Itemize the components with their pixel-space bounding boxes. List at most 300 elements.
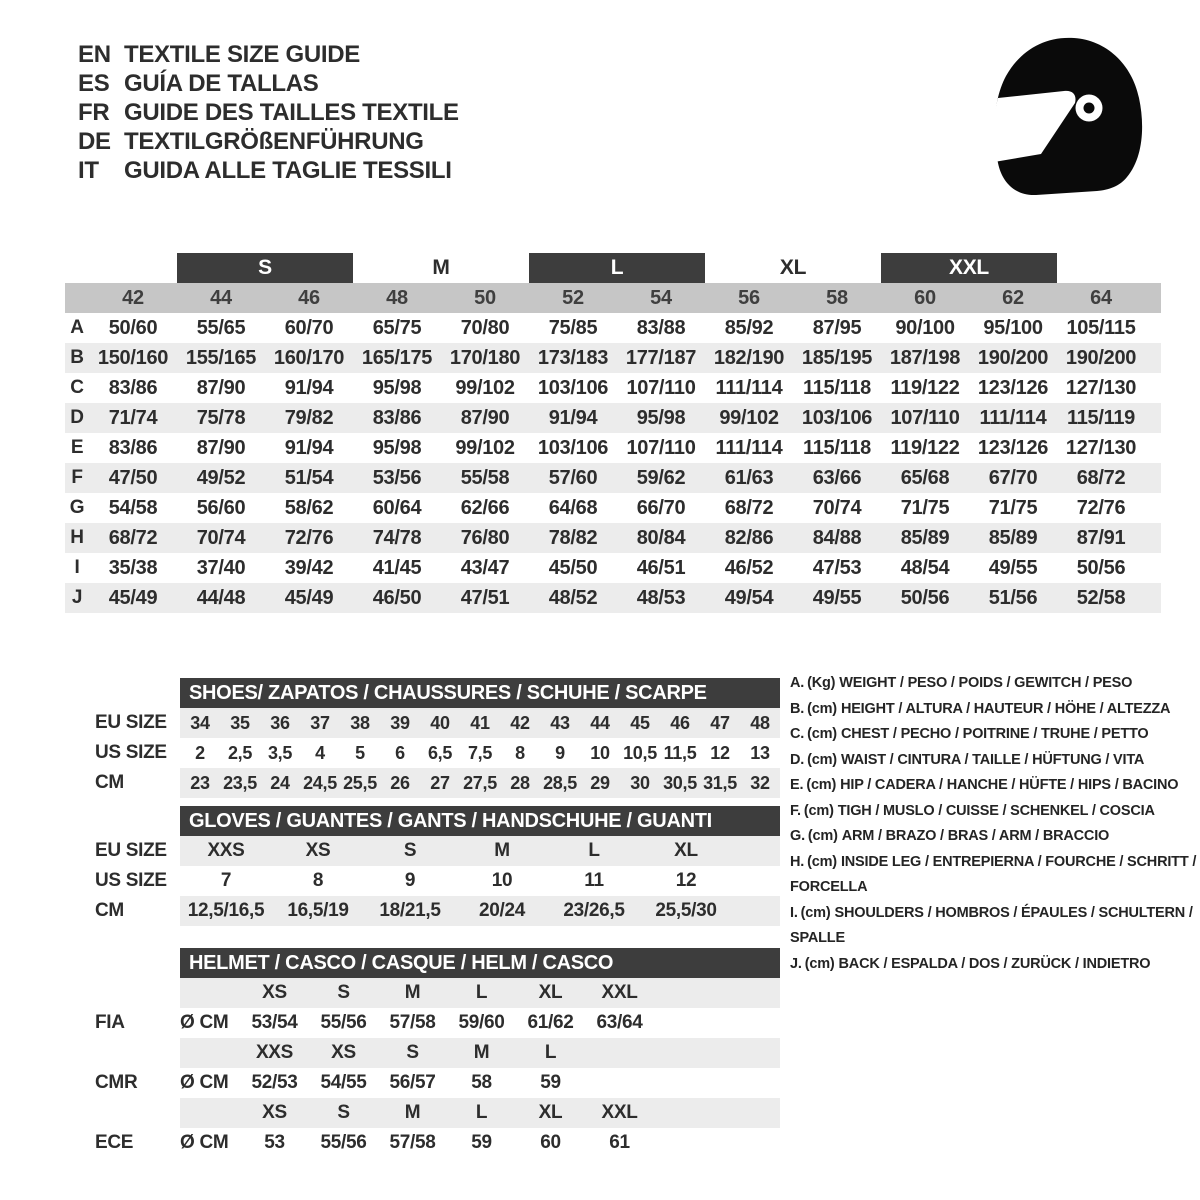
helmet-size-value: 54/55 [320, 1072, 367, 1093]
measurement-row-label: I [74, 557, 80, 578]
measurement-value: 48/54 [900, 556, 950, 579]
measurement-value: 85/89 [988, 526, 1038, 549]
gloves-size-value: 10 [491, 870, 513, 891]
measurement-value: 190/200 [977, 346, 1049, 369]
helmet-standard-section [95, 1038, 780, 1098]
spacer [95, 1098, 180, 1128]
gloves-table-header [95, 806, 780, 836]
helmet-sizes [180, 1038, 780, 1068]
gloves-size-value: 8 [312, 870, 324, 891]
measurement-value: 111/114 [715, 436, 783, 459]
measurement-value: 103/106 [537, 436, 609, 459]
shoes-size-value: 37 [310, 712, 330, 733]
shoes-table-header [95, 678, 780, 708]
legend-text: WAIST / CINTURA / TAILLE / HÜFTUNG / VITA [840, 751, 1145, 768]
language-code: EN [78, 40, 111, 68]
spacer [95, 806, 180, 836]
shoes-row [95, 708, 780, 738]
shoes-row-label: US SIZE [95, 742, 167, 763]
legend-unit: (cm) [807, 853, 837, 870]
measurement-value: 53/56 [372, 466, 422, 489]
legend-text: CHEST / PECHO / POITRINE / TRUHE / PETTO [840, 726, 1149, 742]
racing-helmet-icon [978, 28, 1156, 206]
measurement-row-label: A [70, 317, 84, 338]
gloves-size-value: 9 [404, 870, 416, 891]
legend-text: WEIGHT / PESO / POIDS / GEWITCH / PESO [839, 675, 1133, 691]
measurement-value: 187/198 [889, 346, 961, 369]
measurement-legend [790, 671, 1200, 977]
legend-key: J. [790, 955, 802, 972]
measurement-value: 160/170 [273, 346, 345, 369]
legend-unit: (cm) [806, 777, 837, 793]
spacer [95, 948, 180, 978]
measurement-rows [65, 313, 1161, 613]
measurement-value: 123/126 [977, 376, 1049, 399]
legend-text: TIGH / MUSLO / CUISSE / SCHENKEL / COSCIA [837, 802, 1155, 819]
helmet-size-label: M [473, 1042, 490, 1063]
measurement-row [65, 583, 1161, 613]
measurement-value: 39/42 [284, 556, 334, 579]
measurement-value: 60/70 [284, 316, 334, 339]
shoes-rows [95, 708, 780, 798]
measurement-row-label: B [70, 347, 84, 368]
shoes-row-values [180, 708, 780, 738]
measurement-value: 70/80 [460, 316, 510, 339]
measurement-row-label: J [71, 587, 83, 608]
shoes-row [95, 768, 780, 798]
shoes-size-value: 45 [630, 712, 650, 733]
legend-item [790, 671, 1200, 697]
measurement-value: 99/102 [719, 406, 779, 429]
helmet-values [180, 1128, 780, 1158]
measurement-value: 44/48 [196, 586, 246, 609]
measurement-value: 170/180 [449, 346, 521, 369]
helmet-size-label: M [404, 1102, 421, 1123]
shoes-size-value: 6,5 [427, 742, 453, 763]
shoes-size-value: 36 [270, 712, 290, 733]
measurement-value: 75/78 [196, 406, 246, 429]
shoes-size-value: 2 [195, 742, 205, 763]
shoes-size-value: 7,5 [467, 742, 493, 763]
measurement-value: 68/72 [108, 526, 158, 549]
measurement-value: 107/110 [626, 436, 696, 459]
measurement-row-label: C [70, 377, 84, 398]
measurement-value: 115/118 [803, 376, 871, 399]
measurement-value: 46/52 [724, 556, 774, 579]
legend-key: E. [790, 777, 804, 793]
legend-text: HIP / CADERA / HANCHE / HÜFTE / HIPS / BACINO [840, 777, 1179, 793]
guide-title: GUIDE DES TAILLES TEXTILE [124, 98, 459, 126]
legend-unit: (Kg) [807, 675, 836, 691]
language-row [78, 127, 459, 156]
language-row [78, 40, 459, 69]
legend-key: G. [790, 828, 805, 844]
helmet-size-value: 59 [471, 1132, 492, 1153]
measurement-value: 87/95 [812, 316, 862, 339]
measurement-value: 74/78 [372, 526, 422, 549]
legend-item [790, 748, 1200, 774]
helmet-table-header [95, 948, 780, 978]
legend-key: D. [790, 751, 805, 768]
measurement-value: 70/74 [812, 496, 862, 519]
gloves-row [95, 836, 780, 866]
size-number: 62 [1002, 286, 1024, 309]
measurement-value: 51/54 [284, 466, 334, 489]
measurement-value: 41/45 [372, 556, 422, 579]
helmet-size-value: 60 [540, 1132, 561, 1153]
measurement-value: 87/91 [1076, 526, 1126, 549]
measurement-value: 182/190 [713, 346, 785, 369]
legend-unit: (cm) [803, 802, 834, 819]
helmet-standard-label: CMR [95, 1072, 138, 1093]
legend-unit: (cm) [800, 904, 831, 921]
measurement-value: 127/130 [1065, 436, 1137, 459]
measurement-value: 49/52 [196, 466, 246, 489]
measurement-value: 84/88 [812, 526, 862, 549]
measurement-value: 61/63 [724, 466, 774, 489]
shoes-size-value: 28,5 [543, 772, 577, 793]
shoes-size-value: 2,5 [227, 742, 253, 763]
helmet-size-label: L [475, 982, 488, 1003]
apparel-size-table [65, 253, 1161, 613]
measurement-value: 190/200 [1065, 346, 1137, 369]
shoes-size-value: 42 [510, 712, 530, 733]
measurement-row [65, 313, 1161, 343]
measurement-value: 111/114 [715, 376, 783, 399]
helmet-size-value: 55/56 [320, 1012, 367, 1033]
shoes-row [95, 738, 780, 768]
measurement-value: 47/53 [812, 556, 862, 579]
measurement-value: 99/102 [455, 436, 515, 459]
measurement-value: 46/50 [372, 586, 422, 609]
helmet-size-label: XL [538, 1102, 563, 1123]
measurement-value: 95/98 [372, 436, 422, 459]
legend-item [790, 901, 1200, 952]
helmet-standard-label: ECE [95, 1132, 134, 1153]
measurement-value: 87/90 [196, 376, 246, 399]
measurement-value: 76/80 [460, 526, 510, 549]
helmet-values [180, 1068, 780, 1098]
measurement-value: 45/50 [548, 556, 598, 579]
measurement-value: 63/66 [812, 466, 862, 489]
measurement-value: 95/100 [983, 316, 1043, 339]
measurement-value: 51/56 [988, 586, 1038, 609]
measurement-value: 62/66 [460, 496, 510, 519]
legend-item [790, 824, 1200, 850]
shoes-size-value: 31,5 [703, 772, 737, 793]
shoes-size-value: 12 [710, 742, 730, 763]
measurement-row-label: D [70, 407, 84, 428]
helmet-size-value: 56/57 [389, 1072, 436, 1093]
measurement-value: 56/60 [196, 496, 246, 519]
measurement-row-values [89, 467, 1145, 490]
helmet-sections [95, 978, 780, 1158]
shoes-size-value: 25,5 [343, 772, 377, 793]
gloves-size-value: XXS [207, 840, 245, 861]
shoes-size-value: 10 [590, 742, 610, 763]
measurement-value: 115/118 [803, 436, 871, 459]
size-number: 42 [122, 286, 144, 309]
shoes-size-value: 34 [190, 712, 210, 733]
measurement-value: 119/122 [890, 436, 960, 459]
gloves-size-value: XL [674, 840, 698, 861]
measurement-value: 85/92 [724, 316, 774, 339]
helmet-values-row [95, 1128, 780, 1158]
legend-unit: (cm) [807, 726, 837, 742]
helmet-size-value: 61 [609, 1132, 630, 1153]
measurement-value: 91/94 [284, 436, 334, 459]
gloves-size-value: XS [305, 840, 331, 861]
shoes-size-value: 10,5 [623, 742, 657, 763]
shoes-size-value: 28 [510, 772, 530, 793]
measurement-value: 65/75 [372, 316, 422, 339]
measurement-row [65, 463, 1161, 493]
legend-unit: (cm) [807, 828, 838, 844]
racing-helmet-graphic [978, 28, 1156, 206]
measurement-value: 123/126 [977, 436, 1049, 459]
legend-item [790, 850, 1200, 901]
helmet-size-value: 59 [540, 1072, 561, 1093]
helmet-table-title: HELMET / CASCO / CASQUE / HELM / CASCO [180, 948, 780, 978]
measurement-value: 72/76 [284, 526, 334, 549]
measurement-value: 95/98 [636, 406, 686, 429]
legend-unit: (cm) [807, 700, 837, 717]
measurement-value: 78/82 [548, 526, 598, 549]
measurement-value: 127/130 [1065, 376, 1137, 399]
helmet-sizes [180, 978, 780, 1008]
measurement-value: 83/86 [108, 436, 158, 459]
shoes-row-label: EU SIZE [95, 712, 167, 733]
legend-key: H. [790, 853, 805, 870]
measurement-value: 150/160 [97, 346, 169, 369]
measurement-row-label: E [70, 437, 84, 458]
helmet-size-value: 52/53 [251, 1072, 298, 1093]
helmet-size-label: XXL [601, 1102, 638, 1123]
measurement-value: 80/84 [636, 526, 686, 549]
measurement-value: 115/119 [1067, 406, 1135, 429]
measurement-value: 111/114 [979, 406, 1047, 429]
spacer [95, 1038, 180, 1068]
measurement-value: 79/82 [284, 406, 334, 429]
measurement-value: 59/62 [636, 466, 686, 489]
measurement-value: 91/94 [548, 406, 598, 429]
gloves-size-value: 16,5/19 [287, 900, 349, 921]
measurement-value: 177/187 [625, 346, 697, 369]
measurement-value: 43/47 [460, 556, 510, 579]
measurement-row [65, 403, 1161, 433]
measurement-value: 55/65 [196, 316, 246, 339]
legend-key: I. [790, 904, 798, 921]
helmet-size-value: 53 [264, 1132, 285, 1153]
measurement-value: 103/106 [537, 376, 609, 399]
helmet-size-label: XXS [255, 1042, 294, 1063]
helmet-size-label: L [544, 1042, 557, 1063]
measurement-row-values [89, 527, 1145, 550]
measurement-value: 91/94 [284, 376, 334, 399]
legend-key: C. [790, 726, 805, 742]
helmet-size-value: 57/58 [389, 1012, 436, 1033]
size-number: 44 [210, 286, 232, 309]
shoes-size-value: 23 [190, 772, 210, 793]
legend-text: BACK / ESPALDA / DOS / ZURÜCK / INDIETRO [838, 955, 1151, 972]
size-number: 58 [826, 286, 848, 309]
measurement-value: 57/60 [548, 466, 598, 489]
measurement-value: 107/110 [890, 406, 960, 429]
measurement-row [65, 433, 1161, 463]
size-group-header [65, 253, 1161, 283]
helmet-sizes [180, 1098, 780, 1128]
measurement-value: 49/54 [724, 586, 774, 609]
gloves-row-values [180, 866, 780, 896]
size-number: 54 [650, 286, 672, 309]
gloves-size-value: S [403, 840, 417, 861]
guide-title: GUIDA ALLE TAGLIE TESSILI [124, 156, 452, 184]
measurement-value: 49/55 [988, 556, 1038, 579]
helmet-sizes-row [95, 1098, 780, 1128]
measurement-value: 58/62 [284, 496, 334, 519]
measurement-value: 50/60 [108, 316, 158, 339]
measurement-row-values [89, 347, 1145, 370]
measurement-value: 48/52 [548, 586, 598, 609]
language-code: ES [78, 69, 110, 97]
size-number: 48 [386, 286, 408, 309]
measurement-row [65, 343, 1161, 373]
language-row [78, 69, 459, 98]
measurement-value: 173/183 [537, 346, 609, 369]
measurement-value: 67/70 [988, 466, 1038, 489]
shoes-size-value: 9 [555, 742, 565, 763]
shoes-size-value: 46 [670, 712, 690, 733]
measurement-row-values [89, 377, 1145, 400]
legend-item [790, 799, 1200, 825]
helmet-standard-section [95, 978, 780, 1038]
size-number: 52 [562, 286, 584, 309]
shoes-size-value: 38 [350, 712, 370, 733]
shoes-size-value: 8 [515, 742, 525, 763]
shoes-size-value: 30,5 [663, 772, 697, 793]
legend-unit: (cm) [804, 955, 835, 972]
measurement-value: 107/110 [626, 376, 696, 399]
gloves-size-table [95, 806, 780, 926]
measurement-value: 68/72 [1076, 466, 1126, 489]
gloves-table-title: GLOVES / GUANTES / GANTS / HANDSCHUHE / GUANTI [180, 806, 780, 836]
measurement-value: 45/49 [108, 586, 158, 609]
shoes-size-value: 4 [315, 742, 325, 763]
helmet-size-value: 61/62 [527, 1012, 574, 1033]
gloves-row [95, 866, 780, 896]
legend-text: SHOULDERS / HOMBROS / ÉPAULES / SCHULTERN / SPALLE [790, 904, 1193, 946]
shoes-size-value: 24 [270, 772, 290, 793]
shoes-size-value: 44 [590, 712, 610, 733]
measurement-value: 105/115 [1066, 316, 1136, 339]
shoes-size-value: 13 [750, 742, 770, 763]
measurement-value: 48/53 [636, 586, 686, 609]
language-code: IT [78, 156, 99, 184]
gloves-size-value: 18/21,5 [379, 900, 441, 921]
helmet-size-label: L [475, 1102, 488, 1123]
gloves-rows [95, 836, 780, 926]
measurement-row-label: G [69, 497, 85, 518]
helmet-values-row [95, 1008, 780, 1038]
helmet-size-label: XXL [601, 982, 638, 1003]
shoes-table-title: SHOES/ ZAPATOS / CHAUSSURES / SCHUHE / SCARPE [180, 678, 780, 708]
helmet-size-table [95, 948, 780, 1158]
legend-text: HEIGHT / ALTURA / HAUTEUR / HÖHE / ALTEZZA [840, 700, 1171, 717]
measurement-value: 54/58 [108, 496, 158, 519]
shoes-size-table [95, 678, 780, 798]
measurement-value: 83/86 [108, 376, 158, 399]
measurement-value: 87/90 [196, 436, 246, 459]
gloves-size-value: 23/26,5 [563, 900, 625, 921]
shoes-size-value: 43 [550, 712, 570, 733]
gloves-size-value: 7 [220, 870, 232, 891]
language-row [78, 98, 459, 127]
shoes-row-label: CM [95, 772, 124, 793]
helmet-size-label: M [404, 982, 421, 1003]
measurement-value: 70/74 [196, 526, 246, 549]
gloves-row-label: CM [95, 900, 124, 921]
helmet-size-value: 63/64 [596, 1012, 643, 1033]
helmet-values-row [95, 1068, 780, 1098]
shoes-row-values [180, 768, 780, 798]
measurement-value: 37/40 [196, 556, 246, 579]
helmet-size-value: 57/58 [389, 1132, 436, 1153]
helmet-sizes-row [95, 978, 780, 1008]
measurement-value: 71/75 [988, 496, 1038, 519]
measurement-value: 119/122 [890, 376, 960, 399]
shoes-size-value: 27 [430, 772, 450, 793]
helmet-size-label: S [406, 1042, 419, 1063]
gloves-row-label: US SIZE [95, 870, 167, 891]
helmet-size-value: 55/56 [320, 1132, 367, 1153]
shoes-size-value: 24,5 [303, 772, 337, 793]
helmet-size-value: 53/54 [251, 1012, 298, 1033]
measurement-value: 165/175 [361, 346, 433, 369]
measurement-row-values [89, 437, 1145, 460]
measurement-value: 87/90 [460, 406, 510, 429]
shoes-size-value: 29 [590, 772, 610, 793]
measurement-row-label: F [71, 467, 83, 488]
measurement-value: 64/68 [548, 496, 598, 519]
shoes-size-value: 39 [390, 712, 410, 733]
measurement-value: 50/56 [900, 586, 950, 609]
spacer [95, 678, 180, 708]
shoes-size-value: 30 [630, 772, 650, 793]
measurement-row [65, 553, 1161, 583]
gloves-size-value: M [494, 840, 510, 861]
gloves-size-value: 25,5/30 [655, 900, 717, 921]
measurement-value: 50/56 [1076, 556, 1126, 579]
size-group-l: L [529, 253, 705, 283]
helmet-size-label: XL [538, 982, 563, 1003]
diameter-cm-label: Ø CM [180, 1072, 229, 1093]
language-row [78, 156, 459, 185]
helmet-size-label: S [337, 982, 350, 1003]
measurement-row-values [89, 317, 1145, 340]
helmet-size-label: XS [331, 1042, 356, 1063]
measurement-value: 46/51 [636, 556, 686, 579]
shoes-size-value: 23,5 [223, 772, 257, 793]
measurement-value: 99/102 [455, 376, 515, 399]
size-number: 60 [914, 286, 936, 309]
measurement-row-values [89, 407, 1145, 430]
language-code: DE [78, 127, 111, 155]
gloves-row-values [180, 836, 780, 866]
measurement-value: 75/85 [548, 316, 598, 339]
measurement-value: 95/98 [372, 376, 422, 399]
helmet-size-value: 59/60 [458, 1012, 505, 1033]
measurement-value: 71/74 [108, 406, 158, 429]
